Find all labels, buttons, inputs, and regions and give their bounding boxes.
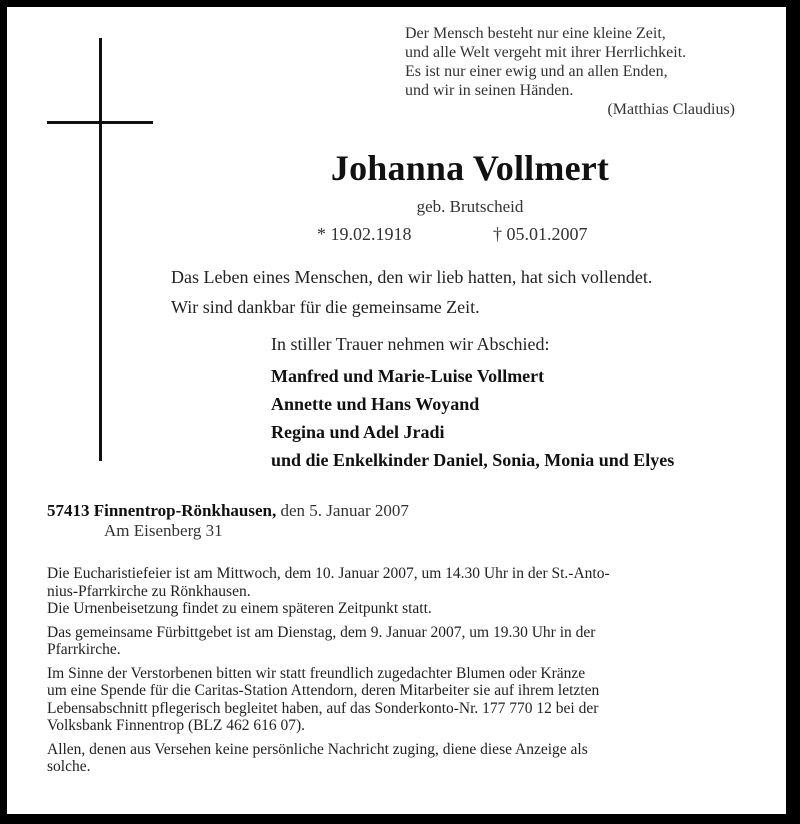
note-paragraph — [47, 741, 769, 776]
notes-section — [47, 565, 769, 782]
death-date: † 05.01.2007 — [493, 224, 588, 244]
mourner: Annette und Hans Woyand — [271, 394, 480, 414]
quote-line: Es ist nur einer ewig und an allen Enden, — [405, 63, 668, 80]
note-line: solche. — [47, 758, 91, 775]
note-line: Die Eucharistiefeier ist am Mittwoch, dem 10. Januar 2007, um 14.30 Uhr in der St.-Anto- — [47, 565, 610, 582]
note-line: Im Sinne der Verstorbenen bitten wir statt freundlich zugedachter Blumen oder Kränze — [47, 664, 586, 682]
note-line: Lebensabschnitt pflegerisch begleitet haben, auf das Sonderkonto-Nr. 177 770 12 bei der — [47, 699, 599, 717]
lead-text-line: Das Leben eines Menschen, den wir lieb hatten, hat sich vollendet. — [171, 267, 653, 287]
address: Am Eisenberg 31 — [104, 521, 223, 540]
quote-line: und wir in seinen Händen. — [405, 82, 574, 99]
note-line: Allen, denen aus Versehen keine persönliche Nachricht zuging, diene diese Anzeige als — [47, 740, 588, 758]
cross-icon — [99, 38, 102, 461]
mourners-list — [271, 362, 674, 474]
maiden-name: geb. Brutscheid — [416, 197, 524, 216]
obituary-notice — [7, 7, 786, 814]
quote-line: Der Mensch besteht nur eine kleine Zeit, — [405, 25, 666, 42]
farewell-text: In stiller Trauer nehmen wir Abschied: — [271, 334, 550, 354]
note-line: Das gemeinsame Fürbittgebet ist am Dienstag, dem 9. Januar 2007, um 19.30 Uhr in der — [47, 623, 596, 641]
quote-author: (Matthias Claudius) — [607, 101, 735, 118]
lead-text-line: Wir sind dankbar für die gemeinsame Zeit. — [171, 297, 480, 317]
note-paragraph — [47, 665, 769, 735]
mourner: Manfred und Marie-Luise Vollmert — [271, 366, 545, 386]
note-line: nius-Pfarrkirche zu Rönkhausen. — [47, 582, 251, 600]
quote-block — [405, 24, 775, 119]
cross-icon-bar — [47, 121, 153, 124]
note-line: Die Urnenbeisetzung findet zu einem späteren Zeitpunkt statt. — [47, 600, 432, 617]
note-line: Pfarrkirche. — [47, 641, 121, 658]
quote-line: und alle Welt vergeht mit ihrer Herrlichkeit. — [405, 44, 687, 61]
note-paragraph — [47, 624, 769, 659]
place-and-date — [47, 501, 409, 541]
birth-date: * 19.02.1918 — [317, 224, 412, 244]
notice-date: den 5. Januar 2007 — [276, 501, 409, 520]
note-paragraph — [47, 565, 769, 618]
city: 57413 Finnentrop-Rönkhausen, — [47, 501, 277, 520]
note-line: Volksbank Finnentrop (BLZ 462 616 07). — [47, 717, 306, 734]
mourner: und die Enkelkinder Daniel, Sonia, Monia und Elyes — [271, 450, 675, 470]
note-line: um eine Spende für die Caritas-Station Attendorn, deren Mitarbeiter sie auf ihrem letzten — [47, 682, 600, 699]
mourner: Regina und Adel Jradi — [271, 422, 445, 442]
deceased-name: Johanna Vollmert — [330, 148, 610, 188]
